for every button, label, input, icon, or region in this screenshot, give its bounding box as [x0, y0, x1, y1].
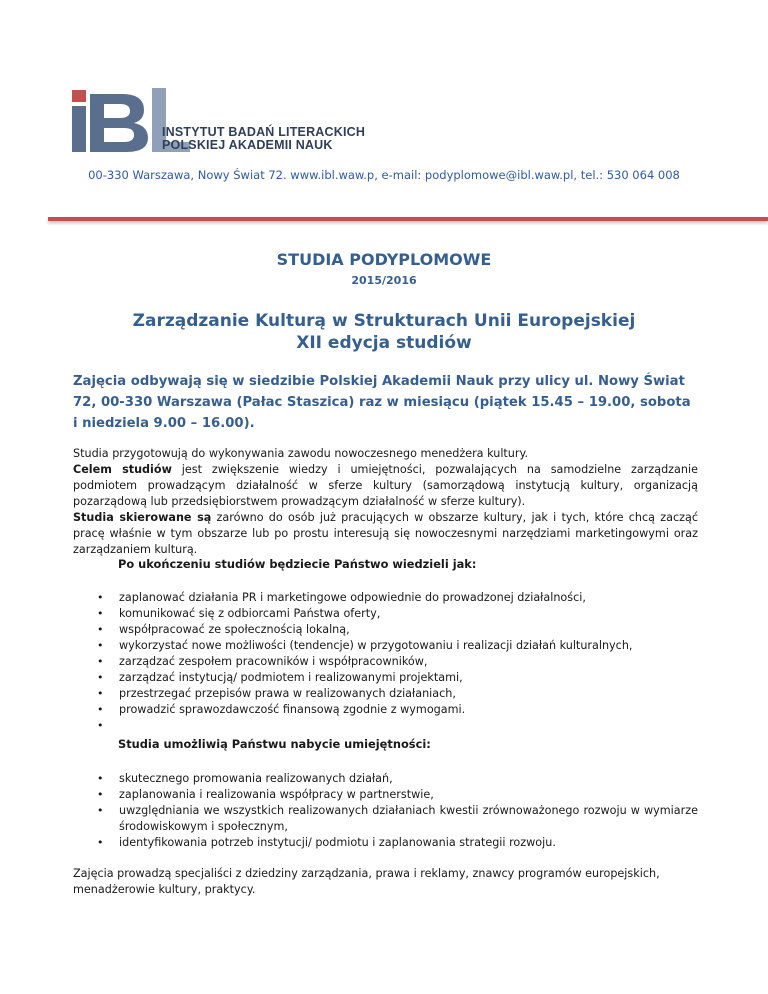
closing-paragraph: Zajęcia prowadzą specjaliści z dziedziny zarządzania, prawa i reklamy, znawcy programów europejskich, menadżerowie kultury, praktycy. [73, 867, 660, 896]
institute-line-1: INSTYTUT BADAŃ LITERACKICH [162, 125, 366, 139]
course-name: Zarządzanie Kulturą w Strukturach Unii Europejskiej [132, 311, 636, 331]
goal-label: Celem studiów [73, 463, 172, 476]
institute-line-2: POLSKIEJ AKADEMII NAUK [162, 138, 333, 152]
list-item: • prowadzić sprawozdawczość finansową zgodnie z wymogami. [97, 703, 466, 716]
list-item: • komunikować się z odbiorcami Państwa oferty, [97, 607, 381, 620]
bullet-icon: • [97, 655, 104, 668]
bullet-icon: • [97, 719, 104, 732]
bullet-icon: • [97, 788, 104, 801]
section-1-heading: Po ukończeniu studiów będziecie Państwo wiedzieli jak: [118, 557, 477, 571]
list-item: • zarządzać zespołem pracowników i współpracowników, [97, 655, 428, 668]
audience-label: Studia skierowane są [73, 511, 212, 524]
list-item: • wykorzystać nowe możliwości (tendencje) w przygotowaniu i realizacji działań kulturalnych, [97, 639, 633, 652]
schedule-intro: Zajęcia odbywają się w siedzibie Polskiej Akademii Nauk przy ulicy ul. Nowy Świat 72, 00-330 Warszawa (Pałac Staszica) raz w miesiącu (piątek 15.45 – 19.00, sobota i niedziela 9.00 – 16.00). [73, 374, 691, 431]
bullet-icon: • [97, 607, 104, 620]
list-item: • przestrzegać przepisów prawa w realizowanych działaniach, [97, 687, 456, 700]
course-edition: XII edycja studiów [296, 333, 472, 353]
bullet-icon: • [97, 623, 104, 636]
academic-year: 2015/2016 [351, 274, 417, 287]
bullet-icon: • [97, 772, 104, 785]
list-item: • uwzględniania we wszystkich realizowanych działaniach kwestii zrównoważonego rozwoju w wymiarze środowiskowym i społecznym, [97, 804, 698, 833]
list-item: • skutecznego promowania realizowanych działań, [97, 772, 393, 785]
description-audience [73, 510, 698, 558]
studia-heading: STUDIA PODYPLOMOWE [276, 250, 492, 269]
section-2-list [73, 771, 698, 851]
bullet-icon: • [97, 687, 104, 700]
audience-text: zarówno do osób już pracujących w obszarze kultury, jak i tych, które chcą zacząć pracę właśnie w tym obszarze lub po prostu interesują się nowoczesnymi narzędziami marketingowymi oraz zarządzaniem kulturą. [73, 511, 698, 556]
bullet-icon: • [97, 591, 104, 604]
bullet-icon: • [97, 671, 104, 684]
description [73, 446, 698, 558]
section-1-list [73, 590, 698, 734]
list-item: • współpracować ze społecznością lokalną, [97, 623, 350, 636]
institute-name [162, 126, 365, 152]
list-item: • zarządzać instytucją/ podmiotem i realizowanymi projektami, [97, 671, 463, 684]
bullet-icon: • [97, 703, 104, 716]
contact-line: 00-330 Warszawa, Nowy Świat 72. www.ibl.waw.p, e-mail: podyplomowe@ibl.waw.pl, tel.: 530 064 008 [88, 168, 680, 182]
section-2-heading: Studia umożliwią Państwu nabycie umiejętności: [118, 737, 431, 751]
description-line-1: Studia przygotowują do wykonywania zawodu nowoczesnego menedżera kultury. [73, 447, 529, 460]
description-goal [73, 462, 698, 510]
course-title [0, 310, 768, 354]
header-divider [48, 217, 768, 221]
bullet-icon: • [97, 639, 104, 652]
list-item: • zaplanować działania PR i marketingowe odpowiednie do prowadzonej działalności, [97, 591, 586, 604]
list-item: • identyfikowania potrzeb instytucji/ podmiotu i zaplanowania strategii rozwoju. [97, 836, 556, 849]
bullet-icon: • [97, 836, 104, 849]
list-item: • zaplanowania i realizowania współpracy w partnerstwie, [97, 788, 434, 801]
list-item [73, 718, 698, 734]
bullet-icon: • [97, 804, 104, 817]
goal-text: jest zwiększenie wiedzy i umiejętności, pozwalających na samodzielne zarządzanie podmiotem prowadzącym działalność w sferze kultury (samorządową instytucją kultury, organizacją pozarządową lub przedsiębiorstwem prowadzącym działalność w sferze kultury). [73, 463, 698, 508]
